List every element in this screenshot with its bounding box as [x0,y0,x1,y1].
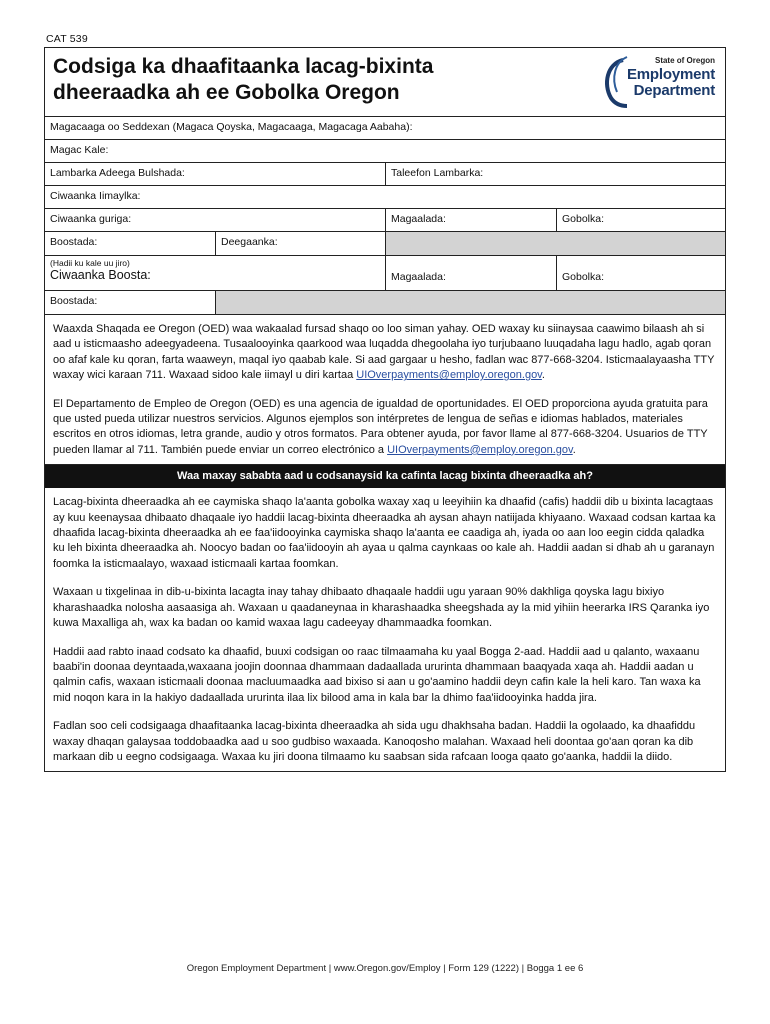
row-other-name [45,140,725,163]
state-label: Gobolka: [562,213,605,225]
shaded-cell [386,232,725,255]
mailing-zip-label: Boostada: [50,295,98,307]
email-link-somali[interactable]: UIOverpayments@employ.oregon.gov [356,369,542,382]
mailing-zip-field[interactable] [45,291,216,314]
mailing-city-field[interactable] [386,256,557,290]
notice-spanish-end: . [572,443,576,456]
country-field[interactable] [216,232,386,255]
notice-somali-text: Waaxda Shaqada ee Oregon (OED) waa wakaalad fursad shaqo oo loo siman yahay. OED waxay ku siinaysaa caawimo bilaash ah si aad u isticmaasho adeegyadeena. Tusaalooyinka qaarkood waa luqadda dhegoolaha iyo turjubaano luuqadaha lagu hadlo, agab qoran oo afaf kale ku qoran, farta waaweyn, maqal iyo qaabab kale. Si aad gargaar u hesho, fadlan wac 877-668-3204. Isticmaalayaasha TTY waxay wici karaan 711. Waxaad sidoo kale iimayl u diri kartaa [53,323,715,382]
email-field[interactable] [45,186,725,208]
instruction-paragraph: Waxaan u tixgelinaa in dib-u-bixinta lacagta inay tahay dhibaato dhaqaale haddii ugu yaraan 90% dakhliga qoyska lagu bixiyo kharashaadka nolosha aasaasiga ah. Waxaan u qaadaneynaa in kharashaadka sheegshada ay la mid yihiin heerarka IRS Qaranka iyo kuwa Maxalliga ah, wax ka badan oo kamid waxaa lagu cadeeyay dhammaadka foomkan. [53,586,710,630]
other-name-label: Magac Kale: [50,144,109,156]
row-full-name [45,117,725,140]
country-label: Deegaanka: [221,236,278,248]
notice-somali [53,322,717,384]
zip-label: Boostada: [50,236,98,248]
title-line-2: dheeraadka ah ee Gobolka Oregon [53,81,400,104]
row-mailing-address [45,256,725,291]
full-name-label: Magacaaga oo Seddexan (Magaca Qoyska, Magacaaga, Magacaga Aabaha): [50,121,413,133]
ssn-field[interactable] [45,163,386,185]
mailing-state-label: Gobolka: [562,271,605,283]
page-footer: Oregon Employment Department | www.Oregon.gov/Employ | Form 129 (1222) | Bogga 1 ee 6 [186,963,584,974]
logo-line-2: Department [633,82,715,99]
state-field[interactable] [557,209,725,231]
shaded-cell-2 [216,291,725,314]
email-link-spanish[interactable]: UIOverpayments@employ.oregon.gov [387,443,573,456]
row-address [45,209,725,232]
page-title [53,54,433,106]
phone-field[interactable] [386,163,725,185]
notice-spanish [53,397,717,459]
city-label: Magaalada: [391,213,446,225]
ssn-label: Lambarka Adeega Bulshada: [50,167,185,179]
other-name-field[interactable] [45,140,725,162]
employment-department-logo [601,54,717,110]
title-line-1: Codsiga ka dhaafitaanka lacag-bixinta [53,55,434,78]
mailing-state-field[interactable] [557,256,725,290]
city-field[interactable] [386,209,557,231]
instruction-paragraph: Haddii aad rabto inaad codsato ka dhaafid, buuxi codsigan oo raac tilmaamaha ku yaal Bogga 2-aad. Haddii aad u qalanto, waxaanu baabi'in doonaa deyntaada,waxaana joojin doonnaa dhammaan dadaallada ururinta dhammaan baaqyada xaqa ah. Haddii aadan u qalmin cafis, waxaan isticmaali doonaa macluumaadka aad bixiso si aan u go'aamino haddii deyn cafin kale la heli karo. Tan waxa ka mid noqon kara in la hakiyo dadaallada ururinta ilaa lix bilood ama in kala bar la dhimo faa'iidooyinka hadda jira. [53,645,701,704]
mailing-city-label: Magaalada: [391,271,446,283]
full-name-field[interactable] [45,117,725,139]
instruction-paragraph: Lacag-bixinta dheeraadka ah ee caymiska shaqo la'aanta gobolka waxay xaq u leeyihiin ka dhaafid (cafis) haddii dib u bixinta lacagtaas ay kuu keenaysaa dhibaato dhaqaale iyo haddii lacag-bixinta dheeraadka ah aysan ahayn natiijada khiyaano. Waxaad codsan kartaa ka dhaafida lacag-bixinta dheeraadka ah ee faa'iidooyinka caymiska shaqo la'aanta ee caadiga ah, iyada oo aan loo eegin cidda qaladka ku leh bixinta dheeraadka ah. Noocyo badan oo faa'iidooyin ah ayaa u qalma caynkaas oo kale ah. Haddii aadan si dhab ah u garanayn foomka la isticmaalayo, waxaad isticmaali kartaa foomkan. [53,496,716,570]
notice-somali-end: . [541,369,545,382]
zip-field[interactable] [45,232,216,255]
application-form [44,47,726,772]
form-id: CAT 539 [46,33,88,45]
mailing-note: (Hadii ku kale uu jiro) [50,258,130,268]
street-field[interactable] [45,209,386,231]
logo-line-1: Employment [626,66,715,83]
form-header [45,48,725,117]
instructions [45,488,725,771]
logo-state-text: State of Oregon [654,56,715,65]
row-email [45,186,725,209]
notice-spanish-text: El Departamento de Empleo de Oregon (OED) es una agencia de igualdad de oportunidades. El OED proporciona ayuda gratuita para que usted pueda utilizar nuestros servicios. Algunos ejemplos son intérpretes de lengua de señas e idiomas hablados, materiales escritos en otros idiomas, letra grande, audio y otros formatos. Para obtener ayuda, por favor llame al 877-668-3204. Usuarios de TTY pueden llamar al 711. También puede enviar un correo electrónico a [53,397,708,456]
row-ssn-phone [45,163,725,186]
email-label: Ciwaanka Iimaylka: [50,190,141,202]
street-label: Ciwaanka guriga: [50,213,132,225]
row-zip-country [45,232,725,256]
section-heading: Waa maxay sababta aad u codsanaysid ka cafinta lacag bixinta dheeraadka ah? [45,465,725,488]
notices [45,315,725,465]
phone-label: Taleefon Lambarka: [391,167,484,179]
row-mailing-zip [45,291,725,315]
mailing-address-field[interactable] [45,256,386,290]
instruction-paragraph: Fadlan soo celi codsigaaga dhaafitaanka lacag-bixinta dheeraadka ah sida ugu dhakhsaha badan. Haddii la ogolaado, ka dhaafiddu waxay dhaqan galaysaa toddobaadka aad u soo gudbiso waxaada. Kanoqosho malahan. Waxaad heli doontaa go'aan qoran ka dib markaan dib u eegno codsigaaga. Waxaa ku jiri doona tilmaamo ku saabsan sida rafcaan looga qaato go'aanka, haddii la diido. [53,720,696,763]
mailing-address-label: Ciwaanka Boosta: [50,268,151,282]
